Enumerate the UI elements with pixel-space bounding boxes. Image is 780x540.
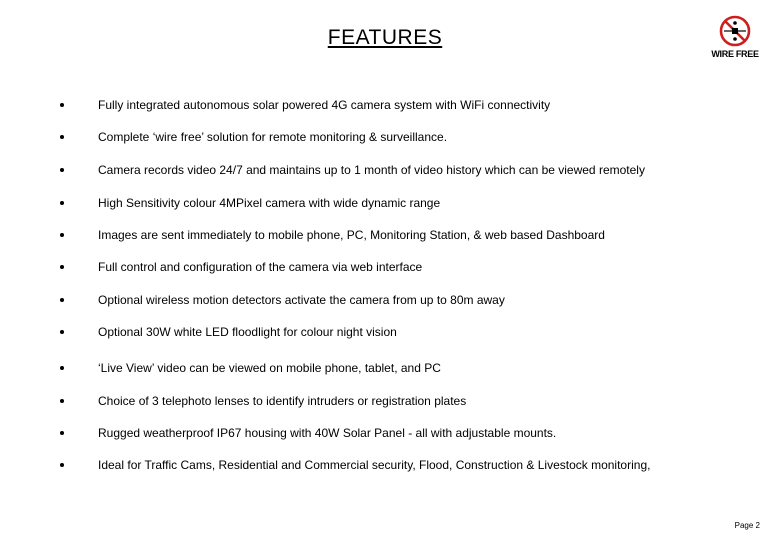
bullet-dot [60,265,64,269]
bullet-dot [60,399,64,403]
bullet-dot [60,366,64,370]
list-item-text: Complete ‘wire free’ solution for remote monitoring & surveillance. [98,130,448,144]
bullet-dot [60,201,64,205]
bullet-dot [60,168,64,172]
page-title: FEATURES [327,26,443,49]
list-item-text: Camera records video 24/7 and maintains up to 1 month of video history which can be viewed remotely [98,163,645,177]
bullet-dot [60,135,64,139]
list-item-text: Ideal for Traffic Cams, Residential and Commercial security, Flood, Construction & Livestock monitoring, [98,458,651,472]
bullet-dot [60,330,64,334]
logo-text: WIRE FREE [711,49,759,59]
bullet-dot [60,431,64,435]
list-item-text: Rugged weatherproof IP67 housing with 40W Solar Panel - all with adjustable mounts. [98,426,557,440]
bullet-dot [60,463,64,467]
list-item-text: ‘Live View’ video can be viewed on mobile phone, tablet, and PC [98,361,441,375]
list-item-text: Choice of 3 telephoto lenses to identify intruders or registration plates [98,394,467,408]
list-item-text: Fully integrated autonomous solar powered 4G camera system with WiFi connectivity [98,98,551,112]
page-number: Page 2 [734,521,760,530]
bullet-dot [60,298,64,302]
list-item-text: Full control and configuration of the camera via web interface [98,260,423,274]
bullet-dot [60,103,64,107]
bullet-dot [60,233,64,237]
list-item-text: High Sensitivity colour 4MPixel camera with wide dynamic range [98,196,441,210]
list-item-text: Optional wireless motion detectors activate the camera from up to 80m away [98,293,505,307]
list-item-text: Images are sent immediately to mobile phone, PC, Monitoring Station, & web based Dashboard [98,228,605,242]
list-item-text: Optional 30W white LED floodlight for colour night vision [98,325,397,339]
